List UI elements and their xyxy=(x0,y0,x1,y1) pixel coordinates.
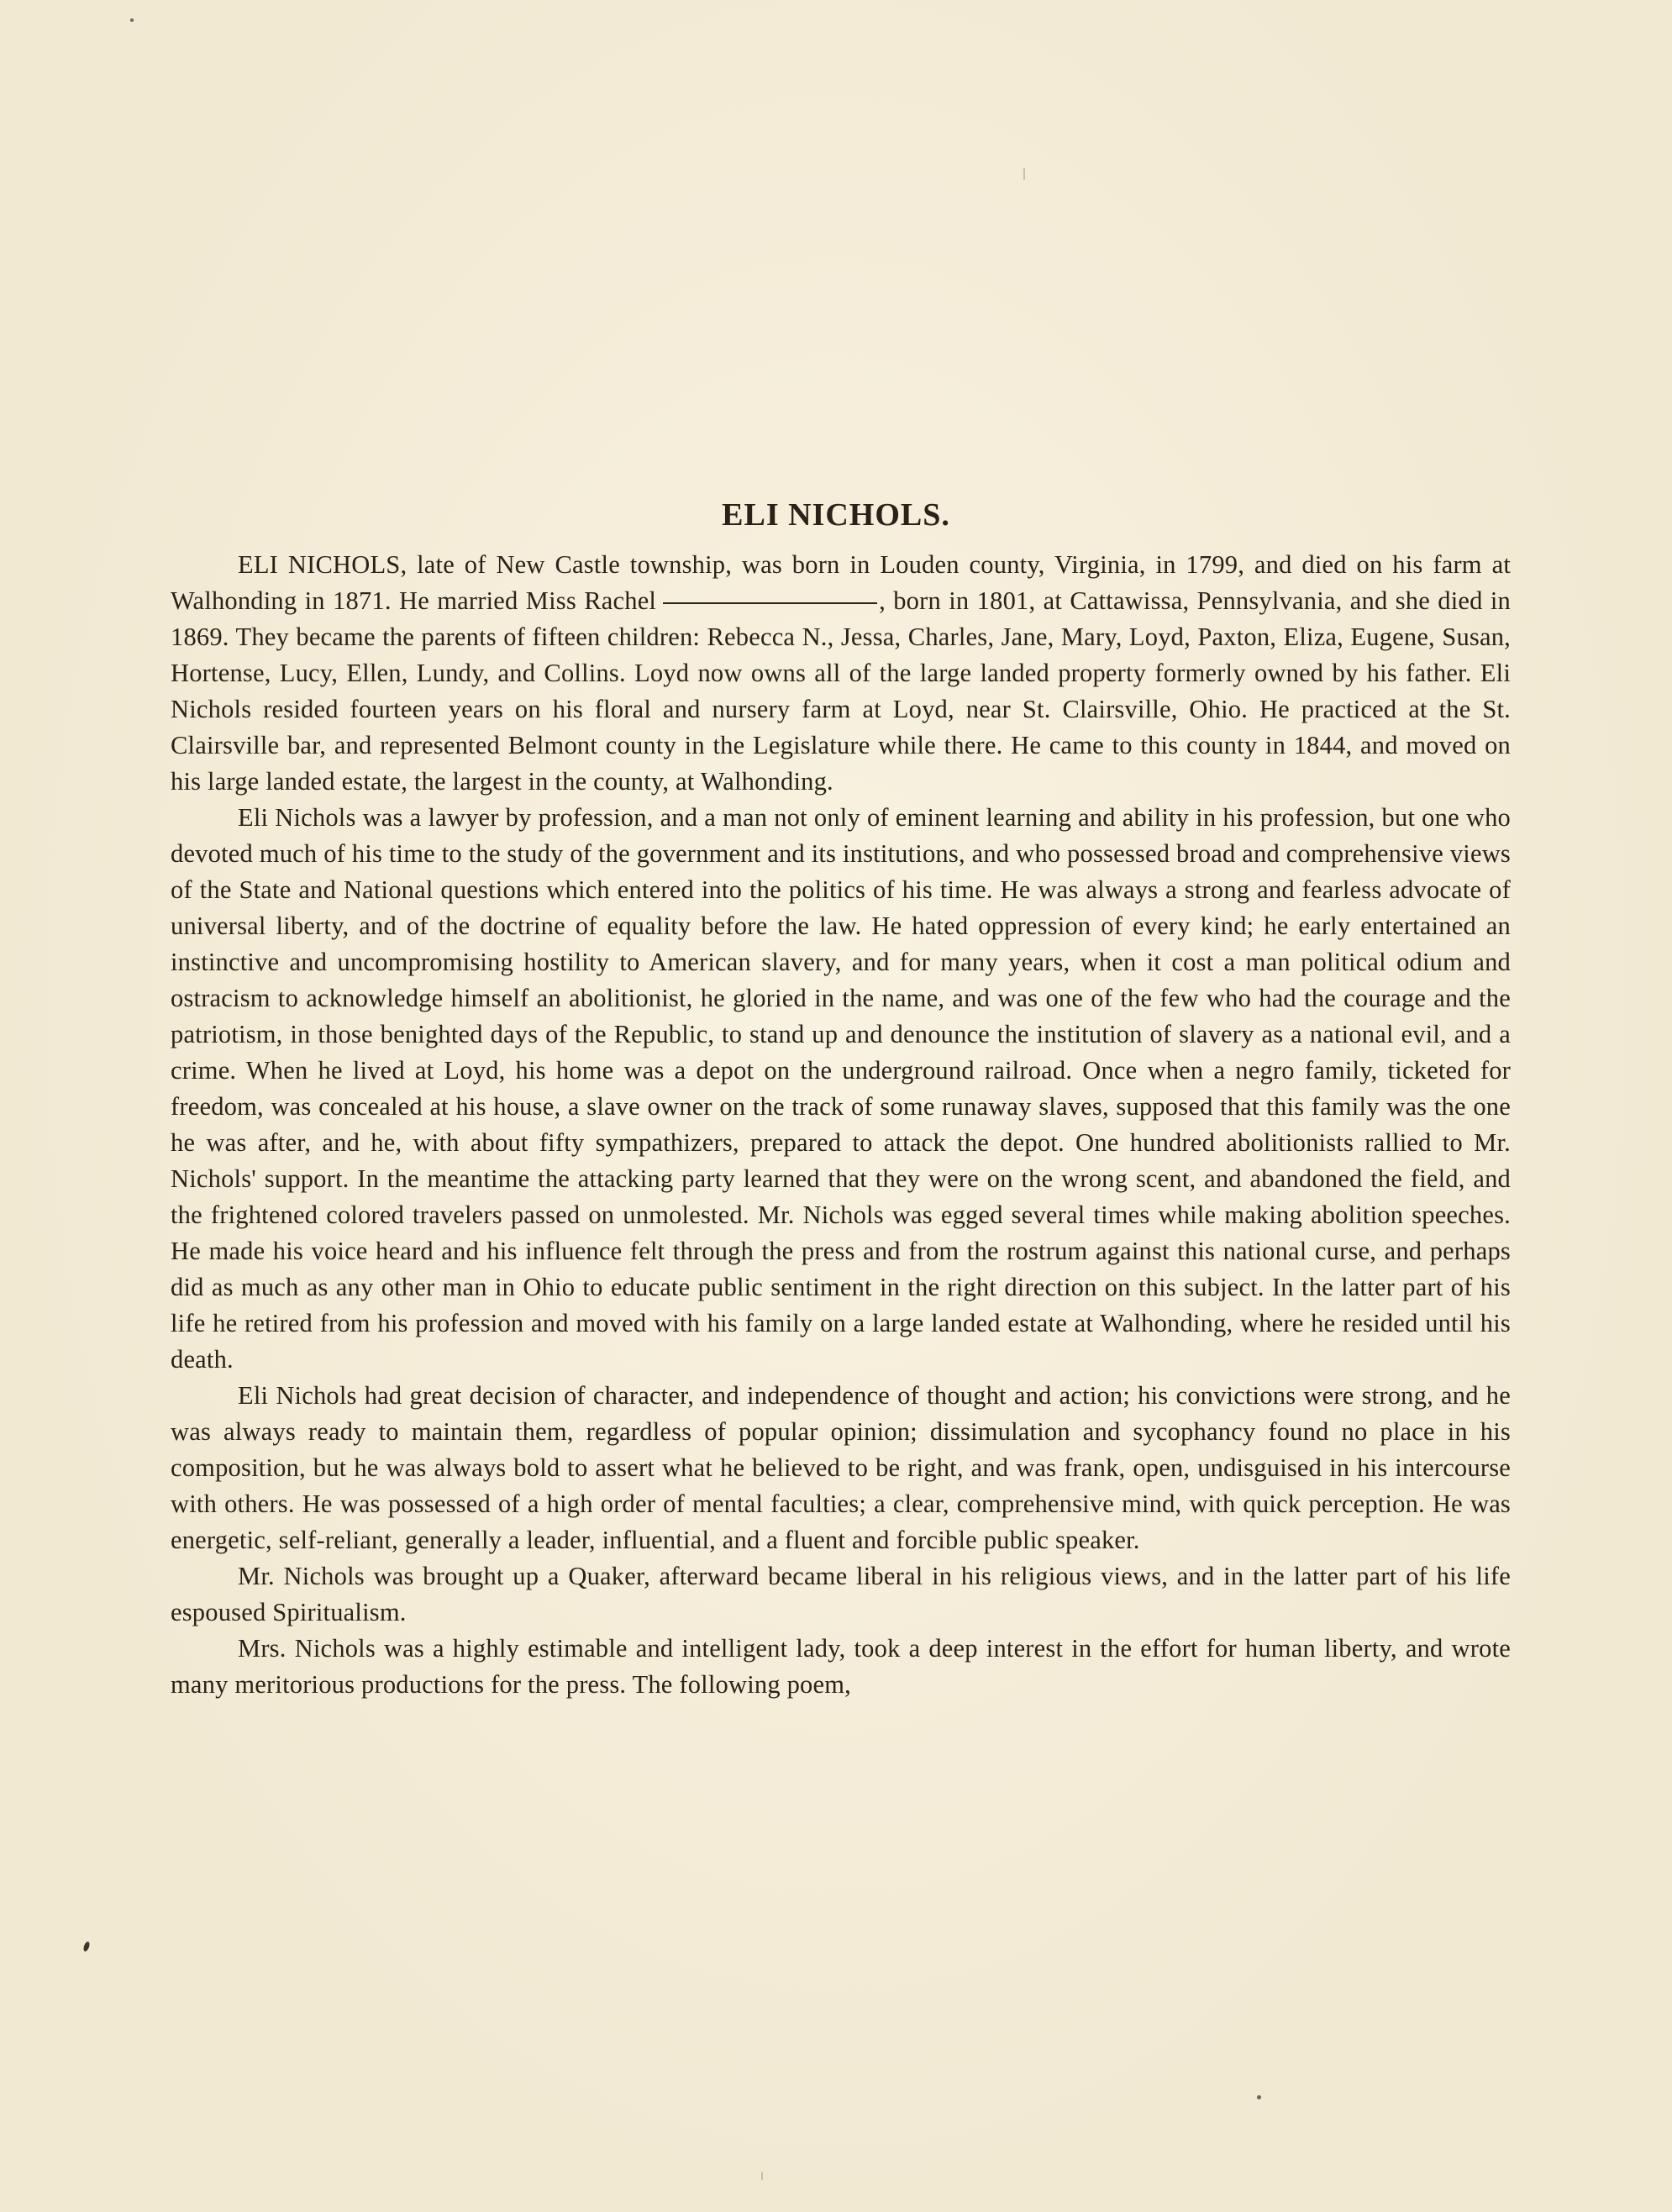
paragraph-3: Eli Nichols had great decision of character, and independence of thought and action; his convictions were strong, and he was always ready to maintain them, regardless of popular opinion; dissimulation and sycophancy found no place in his composition, but he was always bold to assert what he believed to be right, and was frank, open, undisguised in his intercourse with others. He was possessed of a high order of mental faculties; a clear, comprehensive mind, with quick perception. He was energetic, self-reliant, generally a leader, influential, and a fluent and forcible public speaker. xyxy=(171,1381,1511,1554)
page-title: ELI NICHOLS. xyxy=(722,497,950,533)
paragraph-1-continuation: , born in 1801, at Cattawissa, Pennsylvania, and she died in 1869. They became the parents of fifteen children: Rebecca N., Jessa, Charles, Jane, Mary, Loyd, Paxton, Eliza, Eugene, Susan, Hortense, Lucy, Ellen, Lundy, and Collins. Loyd now owns all of the large landed property formerly owned by his father. Eli Nichols resided fourteen years on his floral and nursery farm at Loyd, near St. Clairsville, Ohio. He practiced at the St. Clairsville bar, and represented Belmont county in the Legislature while there. He came to this county in 1844, and moved on his large landed estate, the largest in the county, at Walhonding. xyxy=(171,586,1511,796)
name-blank-line xyxy=(663,602,877,604)
paper-speck xyxy=(82,1941,91,1952)
paragraph-5: Mrs. Nichols was a highly estimable and intelligent lady, took a deep interest in the effort for human liberty, and wrote many meritorious productions for the press. The following poem, xyxy=(171,1634,1511,1699)
paper-speck xyxy=(130,18,134,22)
paragraph-1 xyxy=(171,547,1511,800)
paper-speck xyxy=(1257,2095,1261,2099)
paper-speck xyxy=(761,2172,763,2180)
paragraph-1-opening: ELI NICHOLS, late of New Castle township, was born in Louden county, Virginia, in 1799, and died on his farm at Walhonding in 1871. He married Miss Rachel xyxy=(171,550,1511,615)
paper-speck xyxy=(1023,168,1025,180)
paragraph-4: Mr. Nichols was brought up a Quaker, afterward became liberal in his religious views, and in the latter part of his life espoused Spiritualism. xyxy=(171,1562,1511,1626)
biography-text xyxy=(171,547,1511,1703)
paragraph-2: Eli Nichols was a lawyer by profession, and a man not only of eminent learning and ability in his profession, but one who devoted much of his time to the study of the government and its institutions, and who possessed broad and comprehensive views of the State and National questions which entered into the politics of his time. He was always a strong and fearless advocate of universal liberty, and of the doctrine of equality before the law. He hated oppression of every kind; he early entertained an instinctive and uncompromising hostility to American slavery, and for many years, when it cost a man political odium and ostracism to acknowledge himself an abolitionist, he gloried in the name, and was one of the few who had the courage and the patriotism, in those benighted days of the Republic, to stand up and denounce the institution of slavery as a national evil, and a crime. When he lived at Loyd, his home was a depot on the underground railroad. Once when a negro family, ticketed for freedom, was concealed at his house, a slave owner on the track of some runaway slaves, supposed that this family was the one he was after, and he, with about fifty sympathizers, prepared to attack the depot. One hundred abolitionists rallied to Mr. Nichols' support. In the meantime the attacking party learned that they were on the wrong scent, and abandoned the field, and the frightened colored travelers passed on unmolested. Mr. Nichols was egged several times while making abolition speeches. He made his voice heard and his influence felt through the press and from the rostrum against this national curse, and perhaps did as much as any other man in Ohio to educate public sentiment in the right direction on this subject. In the latter part of his life he retired from his profession and moved with his family on a large landed estate at Walhonding, where he resided until his death. xyxy=(171,803,1511,1374)
